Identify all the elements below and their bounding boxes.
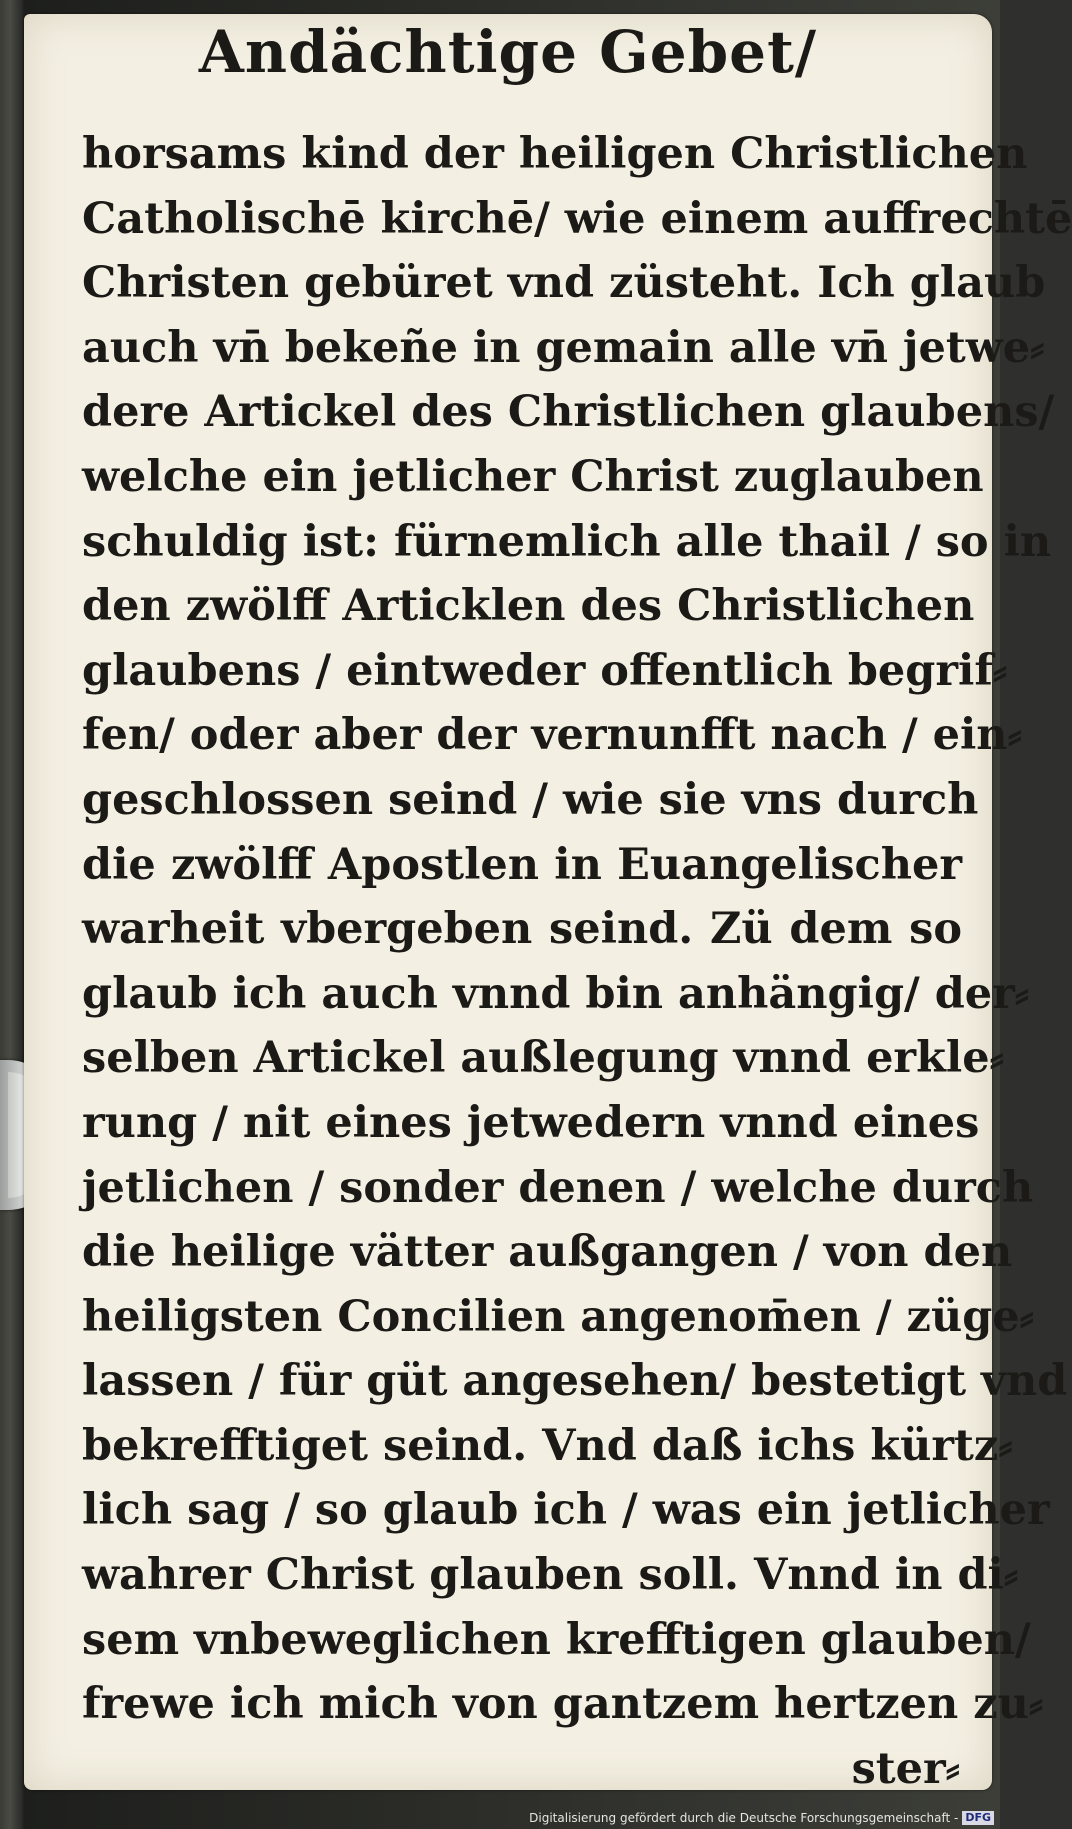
page-text: [82, 122, 1072, 1801]
book-page: [24, 14, 1072, 1794]
text-line: fen/ oder aber der vernunfft nach / ein⸗: [82, 710, 1022, 761]
text-line: lich sag / so glaub ich / was ein jetlicher: [82, 1485, 1050, 1536]
text-line: horsams kind der heiligen Christlichen: [82, 129, 1028, 179]
digitization-credit: [529, 1811, 994, 1825]
text-line: dere Artickel des Christlichen glaubens/: [82, 387, 1055, 438]
text-line: den zwölff Articklen des Christlichen: [82, 581, 975, 632]
text-line: schuldig ist: fürnemlich alle thail / so in: [82, 516, 1052, 567]
text-line: sem vnbeweglichen krefftigen glauben/: [82, 1614, 1031, 1665]
text-line: selben Artickel außlegung vnnd erkle⸗: [82, 1033, 1004, 1084]
text-line: die heilige vätter außgangen / von den: [82, 1227, 1013, 1278]
credit-text: Digitalisierung gefördert durch die Deutsche Forschungsgemeinschaft -: [529, 1811, 959, 1825]
text-line: bekrefftiget seind. Vnd daß ichs kürtz⸗: [82, 1420, 1013, 1471]
text-line: ster⸗: [851, 1743, 960, 1794]
text-line: Catholischē kirchē/ wie einem auffrechtē: [82, 193, 1072, 244]
text-line: Christen gebüret vnd züsteht. Ich glaub: [82, 258, 1046, 309]
text-line: jetlichen / sonder denen / welche durch: [82, 1162, 1034, 1213]
text-line: geschlossen seind / wie sie vns durch: [82, 774, 979, 825]
text-line: rung / nit eines jetwedern vnnd eines: [82, 1097, 980, 1148]
text-line: glaub ich auch vnnd bin anhängig/ der⸗: [82, 968, 1030, 1019]
text-line: wahrer Christ glauben soll. Vnnd in di⸗: [82, 1550, 1019, 1601]
text-line: glaubens / eintweder offentlich begrif⸗: [82, 645, 1008, 696]
text-line: welche ein jetlicher Christ zuglauben: [82, 451, 984, 502]
text-line: warheit vbergeben seind. Zü dem so: [82, 904, 962, 955]
dfg-logo: DFG: [962, 1811, 994, 1825]
text-line: heiligsten Concilien angenom̄en / züge⸗: [82, 1291, 1034, 1342]
page-header: Andächtige Gebet/: [198, 18, 818, 86]
text-line: die zwölff Apostlen in Euangelischer: [82, 839, 962, 890]
text-line: frewe ich mich von gantzem hertzen zu⸗: [82, 1679, 1044, 1730]
text-line: lassen / für güt angesehen/ bestetigt vnd: [82, 1356, 1068, 1407]
text-line: auch vn̄ bekeñe in gemain alle vn̄ jetwe⸗: [82, 322, 1045, 373]
